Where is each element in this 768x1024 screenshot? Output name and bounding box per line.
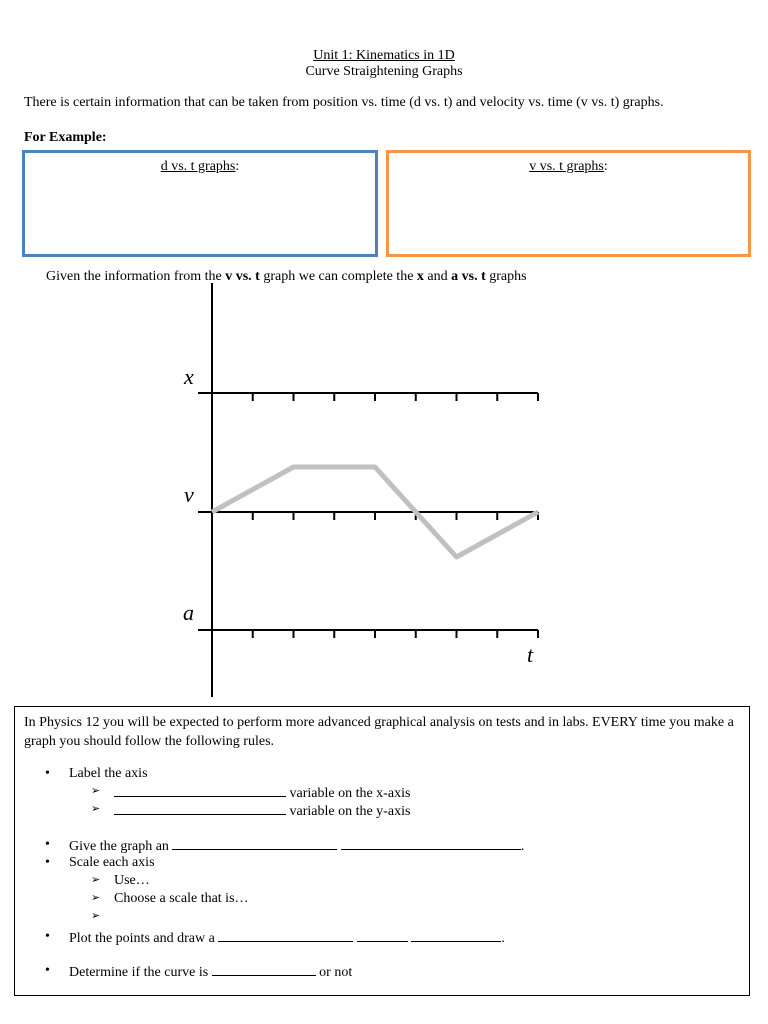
rule-text: Use…: [114, 873, 150, 888]
arrow-bullet: ➢: [91, 892, 101, 904]
v-vs-t-colon: :: [603, 159, 608, 174]
given-b2: x: [416, 269, 424, 284]
given-p2: graph we can complete the: [259, 269, 417, 284]
given-p4: graphs: [485, 269, 527, 284]
intro-text: There is certain information that can be taken from position vs. time (d vs. t) and velocity vs. time (v vs. t) graphs.: [24, 95, 664, 110]
given-p1: Given the information from the: [46, 269, 226, 284]
t-axis-label: t: [527, 642, 534, 667]
given-b1: v vs. t: [225, 269, 260, 284]
v-vs-t-title: v vs. t graphs: [529, 159, 604, 174]
rule-text: Plot the points and draw a: [69, 931, 215, 946]
blank-line: [357, 929, 408, 942]
d-vs-t-title: d vs. t graphs: [160, 159, 236, 174]
page-subtitle: Curve Straightening Graphs: [305, 64, 463, 79]
blank-line: [212, 963, 316, 976]
given-b3: a vs. t: [451, 269, 486, 284]
rule-line: [69, 963, 352, 981]
time-axes: [198, 393, 538, 638]
sub-rule-line: [114, 784, 410, 802]
example-heading: For Example:: [24, 130, 107, 145]
blank-line: [411, 929, 501, 942]
blank-line: [341, 837, 521, 850]
arrow-bullet: ➢: [91, 874, 101, 886]
blank-line: [172, 837, 337, 850]
bullet: •: [45, 929, 50, 944]
rule-end: .: [501, 931, 505, 946]
v-axis-label: v: [184, 482, 194, 507]
x-axis-label: x: [184, 364, 194, 389]
rule-text: Give the graph an: [69, 839, 169, 854]
bullet: •: [45, 963, 50, 978]
blank-line: [218, 929, 353, 942]
bullet: •: [45, 837, 50, 852]
d-vs-t-colon: :: [235, 159, 240, 174]
arrow-bullet: ➢: [91, 910, 101, 922]
rule-line: [69, 929, 505, 947]
bullet: •: [45, 855, 50, 870]
rule-text: variable on the y-axis: [289, 804, 411, 819]
bullet: •: [45, 766, 50, 781]
rule-text: variable on the x-axis: [289, 786, 411, 801]
rules-box: [14, 706, 750, 996]
rules-intro: In Physics 12 you will be expected to perform more advanced graphical analysis on tests and in labs. EVERY time you make a graph you should follow the following rules.: [24, 715, 734, 749]
given-p3: and: [423, 269, 452, 284]
rule-text: Scale each axis: [69, 855, 155, 870]
rule-line: [69, 837, 524, 855]
sub-rule-line: [114, 802, 410, 820]
rule-text: Choose a scale that is…: [114, 891, 249, 906]
rule-end: .: [520, 839, 525, 854]
arrow-bullet: ➢: [91, 803, 101, 815]
unit-title: Unit 1: Kinematics in 1D: [313, 48, 455, 63]
arrow-bullet: ➢: [91, 785, 101, 797]
rule-end: or not: [319, 965, 353, 980]
blank-line: [114, 802, 286, 815]
rule-text: Label the axis: [69, 766, 148, 781]
rule-text: Determine if the curve is: [69, 965, 209, 980]
a-axis-label: a: [183, 600, 194, 625]
blank-line: [114, 784, 286, 797]
